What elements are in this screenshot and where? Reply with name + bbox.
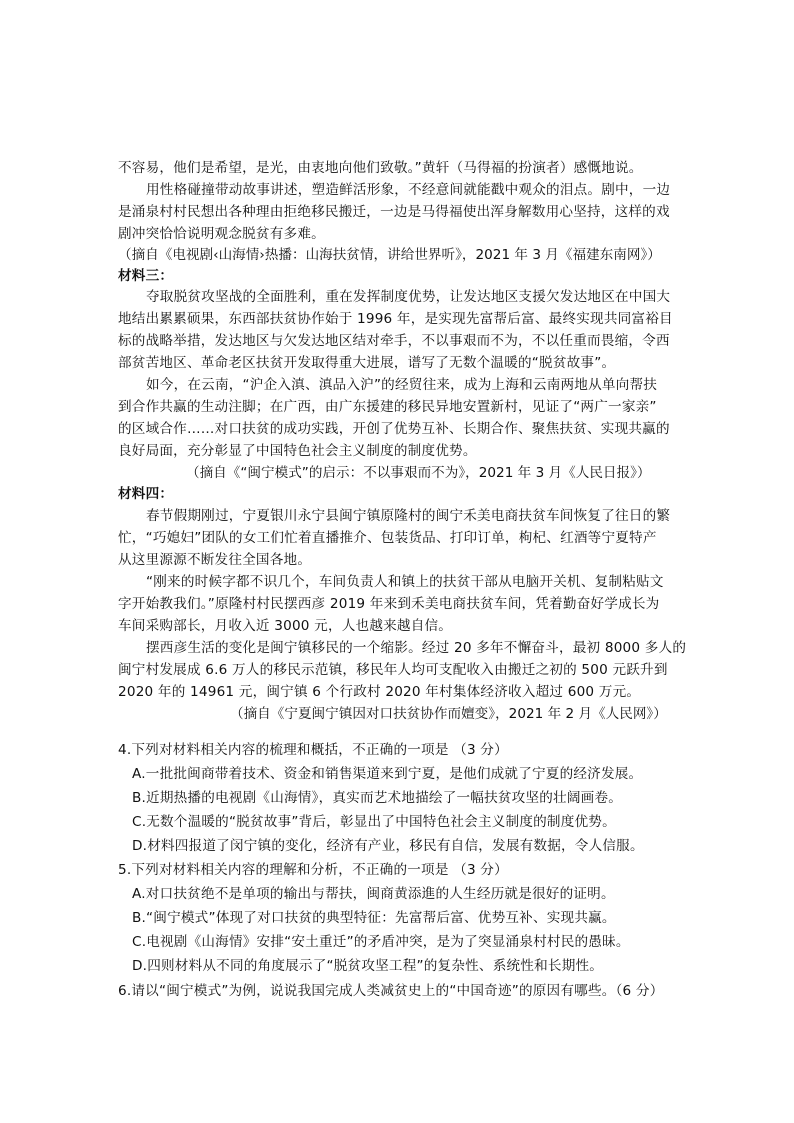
material4-line: 摆西彦生活的变化是闽宁镇移民的一个缩影。经过 20 多年不懈奋斗，最初 8000 多人的 [146, 640, 687, 656]
material2-source: （摘自《电视剧‹山海情›热播：山海扶贫情，讲给世界听》，2021 年 3 月《福建东南网》） [118, 247, 661, 263]
material3-line: 部贫苦地区、革命老区扶贫开发取得重大进展，谱写了无数个温暖的“脱贫故事”。 [118, 355, 616, 371]
material3-line: 的区域合作……对口扶贫的成功实践，开创了优势互补、长期合作、聚焦扶贫、实现共赢的 [118, 421, 670, 437]
material4-line: 2020 年的 14961 元，闽宁镇 6 个行政村 2020 年村集体经济收入超过 600 万元。 [118, 684, 641, 700]
material4-line: 字开始教我们。”原隆村村民摆西彦 2019 年来到禾美电商扶贫车间，凭着勤奋好学成长为 [118, 596, 660, 612]
material4-line: “刚来的时候字都不识几个，车间负责人和镇上的扶贫干部从电脑开关机、复制粘贴文 [146, 574, 664, 590]
material3-line: 到合作共赢的生动注脚；在广西，由广东援建的移民异地安置新村，见证了“两广一家亲” [118, 399, 657, 415]
material2-line: 是涌泉村村民想出各种理由拒绝移民搬迁，一边是马得福使出浑身解数用心坚持，这样的戏 [118, 204, 670, 220]
material4-line: 闽宁村发展成 6.6 万人的移民示范镇，移民年人均可支配收入由搬迁之初的 500 元跃升到 [118, 662, 668, 678]
question-5-option-b: B.“闽宁模式”体现了对口扶贫的典型特征：先富帮后富、优势互补、实现共赢。 [132, 910, 616, 926]
material3-line: 如今，在云南，“沪企入滇、滇品入沪”的经贸往来，成为上海和云南两地从单向帮扶 [146, 377, 658, 393]
material4-line: 从这里源源不断发往全国各地。 [118, 552, 312, 568]
material4-line: 忙，“巧媳妇”团队的女工们忙着直播推介、包装货品、打印订单，枸杞、红酒等宁夏特产 [118, 530, 657, 546]
material2-line: 不容易，他们是希望，是光，由衷地向他们致敬。”黄轩（马得福的扮演者）感慨地说。 [118, 160, 643, 176]
question-5-option-d: D.四则材料从不同的角度展示了“脱贫攻坚工程”的复杂性、系统性和长期性。 [132, 958, 604, 974]
material3-line: 地结出累累硕果，东西部扶贫协作始于 1996 年，是实现先富帮后富、最终实现共同富裕目 [118, 311, 673, 327]
material3-line: 夺取脱贫攻坚战的全面胜利，重在发挥制度优势，让发达地区支援欠发达地区在中国大 [146, 289, 671, 305]
question-6-stem: 6.请以“闽宁模式”为例，说说我国完成人类减贫史上的“中国奇迹”的原因有哪些。（6 分） [118, 983, 664, 999]
material3-source: （摘自《“闽宁模式”的启示：不以事艰而不为》，2021 年 3 月《人民日报》） [186, 465, 651, 481]
material3-line: 良好局面，充分彰显了中国特色社会主义制度的制度优势。 [118, 443, 477, 459]
material4-source: （摘自《宁夏闽宁镇因对口扶贫协作而嬗变》，2021 年 2 月《人民网》） [230, 706, 667, 722]
material4-line: 车间采购部长，月收入近 3000 元，人也越来越自信。 [118, 618, 453, 634]
question-5-option-a: A.对口扶贫绝不是单项的输出与帮扶，闽商黄添進的人生经历就是很好的证明。 [132, 886, 615, 902]
question-4-option-d: D.材料四报道了闵宁镇的变化，经济有产业，移民有自信，发展有数据，令人信服。 [132, 838, 644, 854]
question-5-option-c: C.电视剧《山海情》安排“安土重迁”的矛盾冲突，是为了突显涌泉村村民的愚昧。 [132, 934, 630, 950]
material4-title: 材料四： [118, 486, 174, 502]
material3-title: 材料三： [118, 268, 174, 284]
material3-line: 标的战略举措，发达地区与欠发达地区结对牵手，不以事艰而不为，不以任重而畏缩，令西 [118, 333, 670, 349]
material2-line: 用性格碰撞带动故事讲述，塑造鲜活形象，不经意间就能戳中观众的泪点。剧中，一边 [146, 182, 671, 198]
material4-line: 春节假期刚过，宁夏银川永宁县闽宁镇原隆村的闽宁禾美电商扶贫车间恢复了往日的繁 [146, 508, 671, 524]
question-4-option-a: A.一批批闽商带着技术、资金和销售渠道来到宁夏，是他们成就了宁夏的经济发展。 [132, 766, 643, 782]
question-4-option-b: B.近期热播的电视剧《山海情》，真实而艺术地描绘了一幅扶贫攻坚的壮阔画卷。 [132, 790, 623, 806]
question-5-stem: 5.下列对材料相关内容的理解和分析，不正确的一项是 （3 分） [118, 862, 508, 878]
material2-line: 剧冲突恰恰说明观念脱贫有多难。 [118, 226, 325, 242]
question-4-option-c: C.无数个温暖的“脱贫故事”背后，彰显出了中国特色社会主义制度的制度优势。 [132, 814, 616, 830]
question-4-stem: 4.下列对材料相关内容的梳理和概括，不正确的一项是 （3 分） [118, 742, 508, 758]
